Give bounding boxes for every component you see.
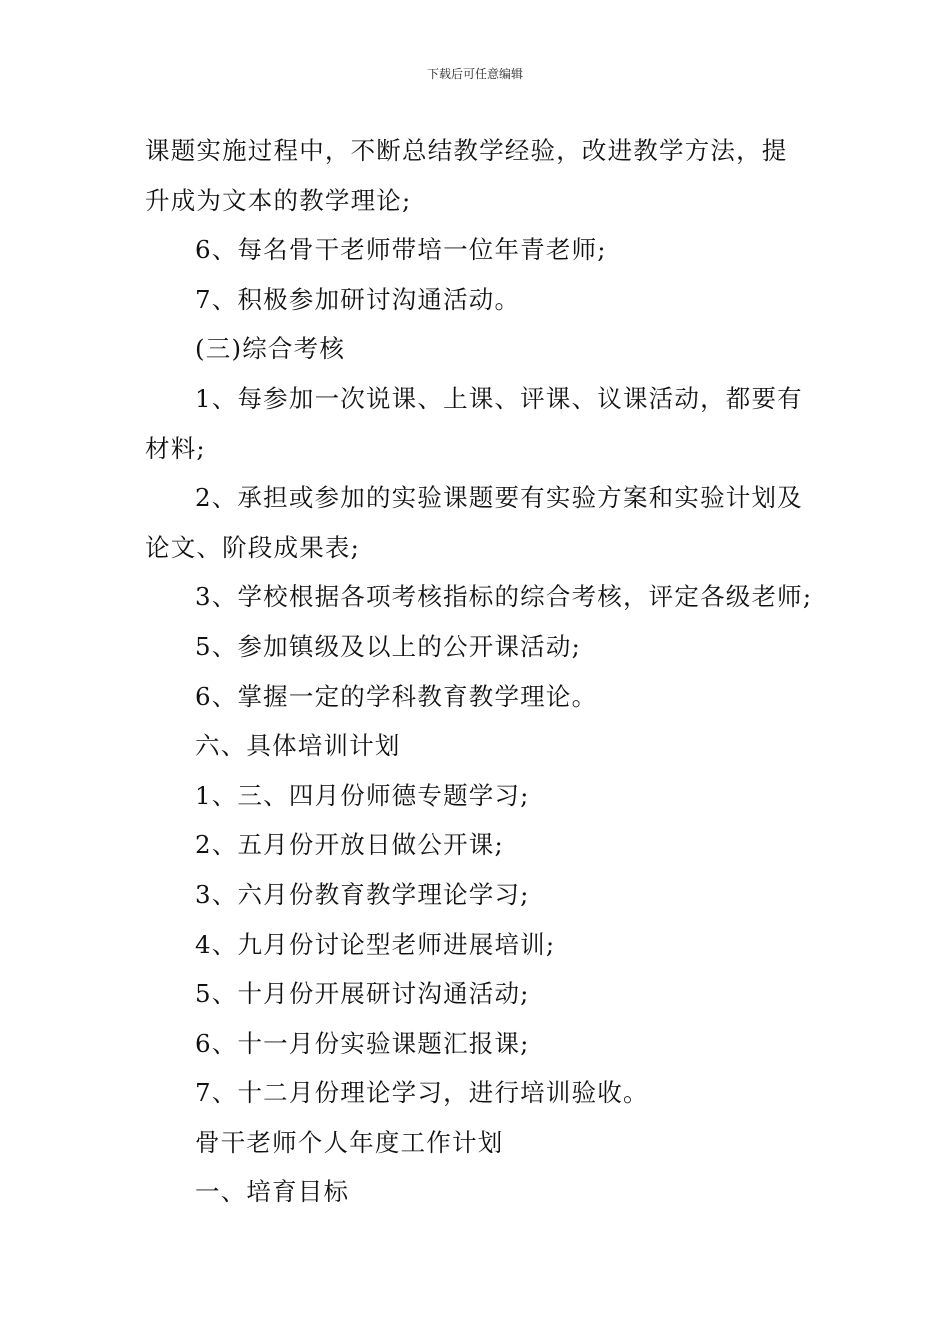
list-item: 1、三、四月份师德专题学习; [195, 780, 530, 810]
section-heading: 一、培育目标 [195, 1177, 350, 1207]
text-line: 升成为文本的教学理论; [145, 185, 412, 215]
list-item: 7、十二月份理论学习，进行培训验收。 [195, 1078, 649, 1108]
text-line: 2、承担或参加的实验课题要有实验方案和实验计划及 [195, 483, 803, 513]
list-item: 6、十一月份实验课题汇报课; [195, 1028, 530, 1058]
text-line: 材料; [145, 433, 206, 463]
list-item: 4、九月份讨论型老师进展培训; [195, 929, 556, 959]
page-header-note: 下载后可任意编辑 [426, 67, 523, 81]
list-item: 2、五月份开放日做公开课; [195, 830, 504, 860]
text-line: 课题实施过程中，不断总结教学经验，改进教学方法，提 [145, 136, 788, 165]
text-line: 3、学校根据各项考核指标的综合考核，评定各级老师; [195, 582, 813, 612]
document-body [145, 126, 813, 1217]
text-line: 7、积极参加研讨沟通活动。 [195, 284, 521, 314]
document-title: 骨干老师个人年度工作计划 [195, 1127, 504, 1157]
text-line: 5、参加镇级及以上的公开课活动; [195, 631, 582, 661]
list-item: 3、六月份教育教学理论学习; [195, 879, 530, 909]
text-line: 6、掌握一定的学科教育教学理论。 [195, 681, 598, 711]
text-line: 6、每名骨干老师带培一位年青老师; [195, 235, 607, 265]
list-item: 5、十月份开展研讨沟通活动; [195, 979, 530, 1009]
section-heading: (三)综合考核 [195, 334, 346, 364]
section-heading: 六、具体培训计划 [195, 731, 401, 761]
text-line: 1、每参加一次说课、上课、评课、议课活动，都要有 [195, 383, 803, 413]
text-line: 论文、阶段成果表; [145, 532, 361, 562]
